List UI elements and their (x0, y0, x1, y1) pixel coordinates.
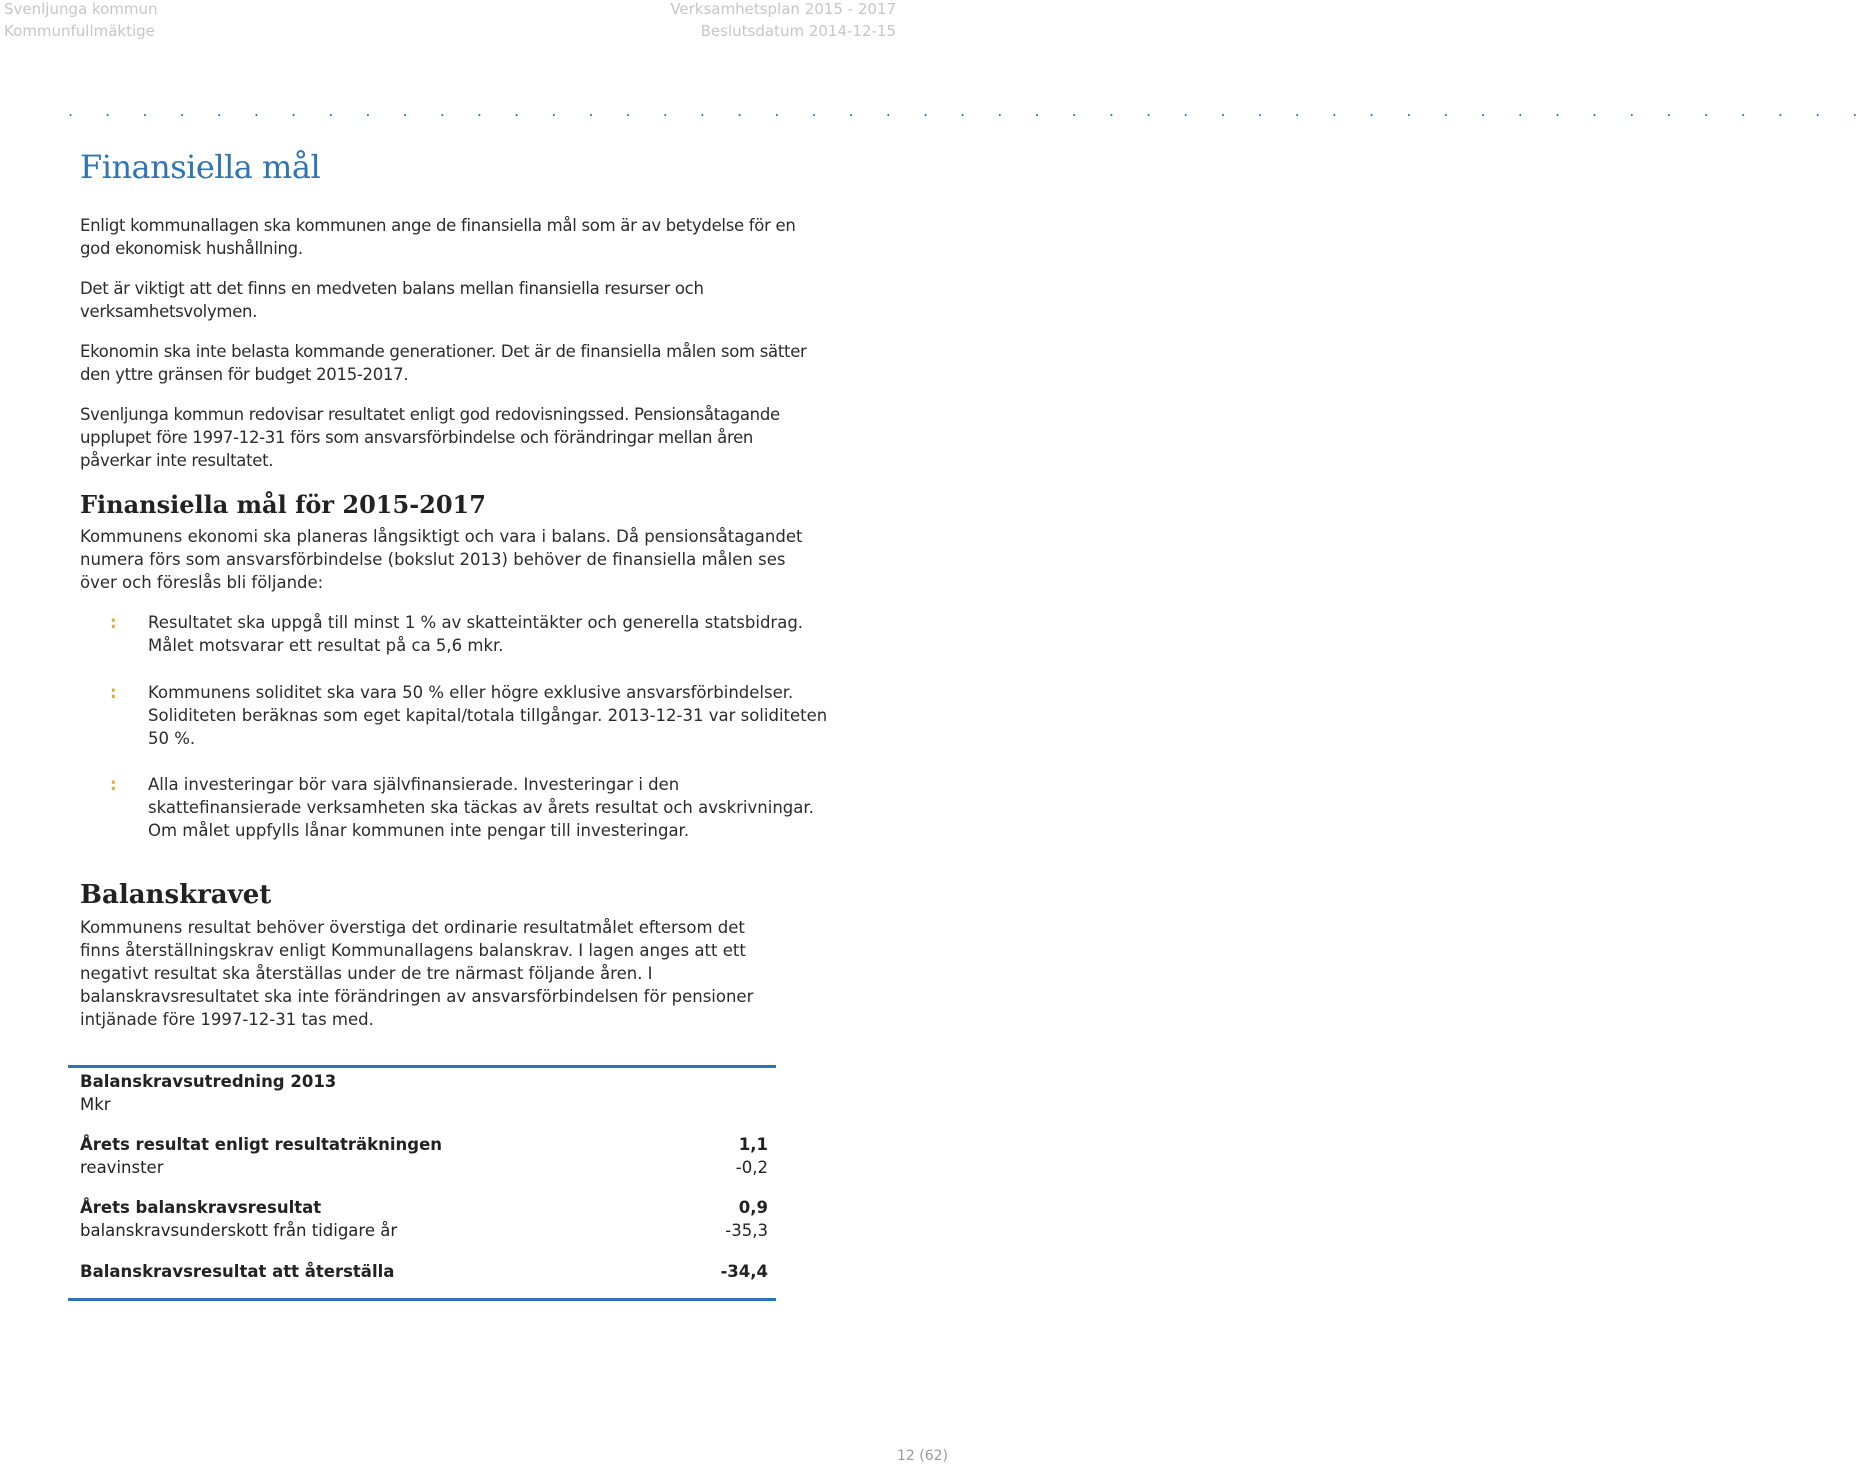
row-value: -35,3 (725, 1221, 768, 1240)
dotted-divider: . . . . . . . . . . . . . . . . . . . . . . . . . . . . . . . . . . . . . . . . . . . . . . . . . (68, 101, 1871, 120)
page-number: 12 (62) (896, 1448, 948, 1464)
bullet-marker: : (110, 683, 117, 702)
row-value: 0,9 (738, 1198, 768, 1217)
paragraph: Enligt kommunallagen ska kommunen ange de finansiella mål som är av betydelse för en god ekonomisk hushållning. (80, 216, 796, 258)
section-heading-finansiella-mal: Finansiella mål (80, 148, 321, 186)
header-organization: Svenljunga kommun (4, 0, 158, 18)
row-value: 1,1 (738, 1135, 768, 1154)
row-value: -0,2 (735, 1158, 768, 1177)
section-intro: Kommunens ekonomi ska planeras långsiktigt och vara i balans. Då pensionsåtagandet numera förs som ansvarsförbindelse (bokslut 2013) behöver de finansiella målen ses över och föreslås bli följande: (80, 527, 803, 592)
row-label: reavinster (80, 1158, 164, 1177)
paragraph: Svenljunga kommun redovisar resultatet enligt god redovisningssed. Pensionsåtagande upplupet före 1997-12-31 förs som ansvarsförbindelse och förändringar mellan åren påverkar inte resultatet. (80, 405, 780, 470)
list-item-text: Alla investeringar bör vara självfinansierade. Investeringar i den skattefinansierade verksamheten ska täckas av årets resultat och avskrivningar. Om målet uppfylls lånar kommunen inte pengar till investeringar. (148, 775, 814, 840)
paragraph: Kommunens resultat behöver överstiga det ordinarie resultatmålet eftersom det finns återställningskrav enligt Kommunallagens balanskrav. I lagen anges att ett negativt resultat ska återställas under de tre närmast följande åren. I balanskravsresultatet ska inte förändringen av ansvarsförbindelsen för pensioner intjänade före 1997-12-31 tas med. (80, 918, 754, 1029)
row-label: Årets resultat enligt resultaträkningen (80, 1135, 443, 1154)
section-heading-balanskravet: Balanskravet (80, 880, 272, 910)
table-bottom-rule (68, 1298, 776, 1301)
bullet-marker: : (110, 775, 117, 794)
row-value: -34,4 (720, 1262, 768, 1281)
row-label: Balanskravsresultat att återställa (80, 1262, 395, 1281)
row-label: balanskravsunderskott från tidigare år (80, 1221, 398, 1240)
paragraph: Det är viktigt att det finns en medveten balans mellan finansiella resurser och verksamhetsvolymen. (80, 279, 704, 321)
list-item-text: Kommunens soliditet ska vara 50 % eller högre exklusive ansvarsförbindelser. Soliditeten beräknas som eget kapital/totala tillgångar. 2013-12-31 var soliditeten 50 %. (148, 683, 828, 748)
header-committee: Kommunfullmäktige (4, 22, 155, 40)
header-document-title: Verksamhetsplan 2015 - 2017 (670, 0, 896, 18)
list-item-text: Resultatet ska uppgå till minst 1 % av skatteintäkter och generella statsbidrag. Målet motsvarar ett resultat på ca 5,6 mkr. (148, 613, 804, 655)
table-top-rule (68, 1065, 776, 1068)
bullet-marker: : (110, 613, 117, 632)
header-decision-date: Beslutsdatum 2014-12-15 (700, 22, 896, 40)
row-label: Årets balanskravsresultat (80, 1198, 322, 1217)
paragraph: Ekonomin ska inte belasta kommande generationer. Det är de finansiella målen som sätter den yttre gränsen för budget 2015-2017. (80, 342, 807, 384)
section-heading-finansiella-mal-2015-2017: Finansiella mål för 2015-2017 (80, 490, 486, 519)
